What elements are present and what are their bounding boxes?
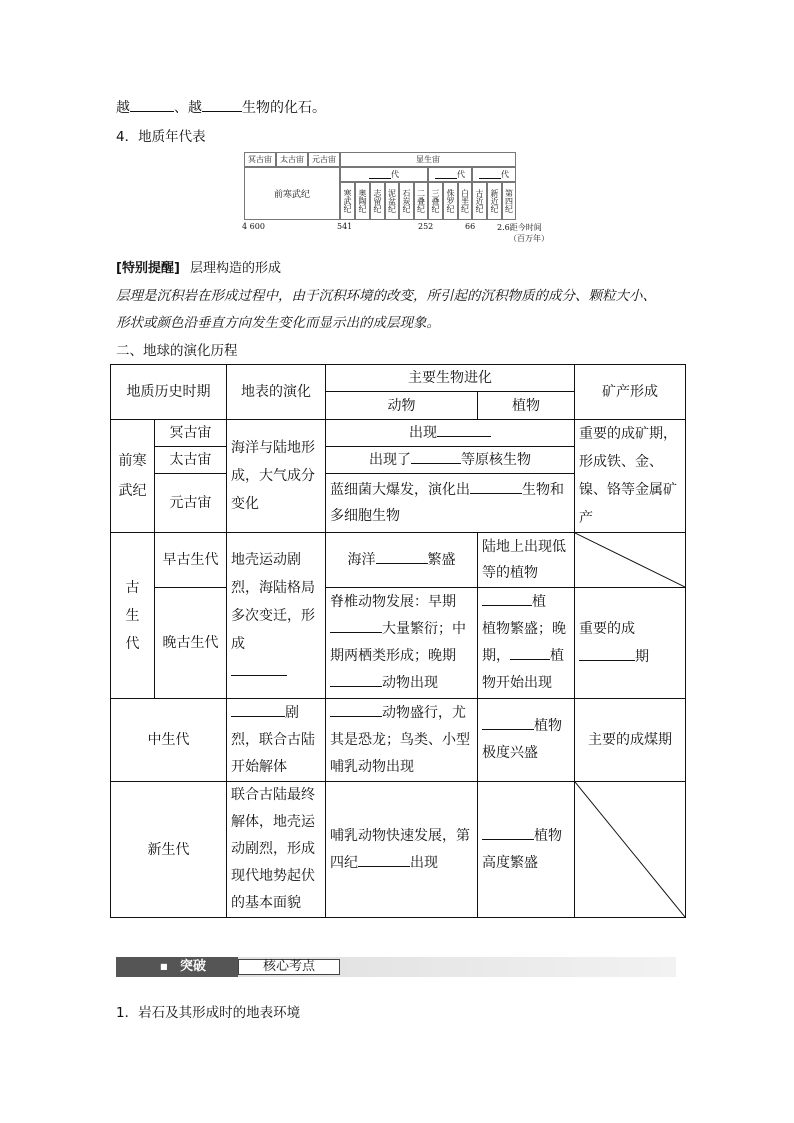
tip-tag: [特别提醒] bbox=[116, 261, 180, 276]
early-paleozoic: 早古生代 bbox=[155, 533, 227, 588]
tip-body-line: 形状或颜色沿垂直方向发生变化而显示出的成层现象。 bbox=[116, 315, 440, 331]
period-cell: 古近纪 bbox=[472, 182, 487, 220]
tick-label: 541 bbox=[337, 222, 353, 231]
text-fragment: 植物高度繁盛 bbox=[482, 827, 562, 871]
tip-body-line: 层理是沉积岩在形成过程中，由于沉积环境的改变，所引起的沉积物质的成分、颗粒大小、 bbox=[116, 288, 656, 304]
answer-blank[interactable] bbox=[510, 643, 550, 660]
text-fragment: 剧烈，联合古陆开始解体 bbox=[231, 704, 315, 775]
answer-blank[interactable] bbox=[435, 170, 457, 179]
text-fragment: 植物繁盛；晚期， bbox=[482, 621, 566, 664]
answer-blank[interactable] bbox=[482, 589, 532, 606]
text-fragment: 蓝细菌大爆发，演化出 bbox=[330, 482, 470, 499]
period-cell: 第四纪 bbox=[502, 182, 516, 220]
eon-proterozoic: 元古宙 bbox=[155, 474, 227, 533]
geologic-timescale bbox=[244, 152, 516, 220]
answer-blank[interactable] bbox=[482, 713, 534, 730]
answer-blank[interactable] bbox=[376, 547, 428, 564]
eon-archean: 太古宙 bbox=[276, 152, 308, 167]
text-fragment: 出现 bbox=[410, 854, 438, 871]
answer-blank[interactable] bbox=[579, 644, 635, 661]
answer-blank[interactable] bbox=[330, 616, 382, 633]
text-fragment: 动物盛行，尤其是恐龙；鸟类、小型哺乳动物出现 bbox=[330, 704, 470, 775]
precambrian-bio-1 bbox=[326, 420, 575, 447]
text-fragment: 、越 bbox=[174, 100, 202, 116]
text-fragment: 植物极度兴盛 bbox=[482, 718, 562, 761]
text-fragment: 大量繁衍；中期两栖类形成；晚期 bbox=[330, 621, 466, 664]
square-icon: ■ bbox=[160, 962, 168, 971]
cenozoic-surface: 联合古陆最终解体，地壳运动剧烈，形成现代地势起伏的基本面貌 bbox=[227, 782, 326, 918]
precambrian-mineral: 重要的成矿期，形成铁、金、镍、铬等金属矿产 bbox=[575, 420, 686, 533]
earth-evolution-table bbox=[110, 364, 686, 918]
era-mesozoic-blank bbox=[428, 167, 472, 182]
fill-in-line bbox=[116, 97, 326, 117]
eon-proterozoic: 元古宙 bbox=[308, 152, 340, 167]
late-paleozoic-mineral bbox=[575, 588, 686, 699]
tip-title: 层理构造的形成 bbox=[190, 261, 282, 276]
header-bio: 主要生物进化 bbox=[326, 365, 575, 392]
period-cell: 白垩纪 bbox=[458, 182, 472, 220]
eon-archean: 太古宙 bbox=[155, 447, 227, 474]
answer-blank[interactable] bbox=[358, 850, 410, 867]
cenozoic-animal bbox=[326, 782, 478, 918]
late-paleozoic: 晚古生代 bbox=[155, 588, 227, 699]
answer-blank[interactable] bbox=[482, 823, 534, 840]
period-precambrian: 前寒武纪 bbox=[111, 420, 155, 533]
text-fragment: 繁盛 bbox=[427, 552, 456, 568]
eon-hadean: 冥古宙 bbox=[244, 152, 276, 167]
banner-label-left: 突破 bbox=[180, 959, 207, 974]
header-mineral: 矿产形成 bbox=[575, 365, 686, 420]
text-fragment: 出现了 bbox=[369, 452, 411, 469]
text-fragment: 哺乳动物快速发展，第四纪 bbox=[330, 827, 470, 871]
period-cell: 奥陶纪 bbox=[355, 182, 370, 220]
era-cenozoic: 新生代 bbox=[111, 782, 227, 918]
late-paleozoic-plant: 植 植物繁盛；晚期， 植物开始出现 bbox=[478, 588, 575, 699]
precambrian-surface: 海洋与陆地形成，大气成分变化 bbox=[227, 420, 326, 533]
section-banner bbox=[116, 957, 676, 977]
era-suffix: 代 bbox=[501, 170, 509, 179]
text-fragment: 期 bbox=[635, 649, 649, 665]
period-cell: 石炭纪 bbox=[399, 182, 414, 220]
precambrian-bio-2 bbox=[326, 447, 575, 474]
answer-blank[interactable] bbox=[130, 97, 174, 112]
mesozoic-mineral: 主要的成煤期 bbox=[575, 699, 686, 782]
precambrian-label: 前寒武纪 bbox=[244, 167, 340, 220]
era-suffix: 代 bbox=[457, 170, 465, 179]
banner-left bbox=[116, 957, 238, 977]
period-cell: 泥盆纪 bbox=[385, 182, 399, 220]
tick-value: 2.6 bbox=[497, 223, 510, 232]
early-paleozoic-plant: 陆地上出现低等的植物 bbox=[478, 533, 575, 588]
period-cell: 志留纪 bbox=[370, 182, 385, 220]
tick-label: 66 bbox=[465, 222, 476, 231]
answer-blank[interactable] bbox=[330, 670, 382, 687]
mesozoic-surface bbox=[227, 699, 326, 782]
era-paleozoic-blank bbox=[340, 167, 428, 182]
answer-blank[interactable] bbox=[231, 700, 285, 717]
tip-header bbox=[116, 257, 281, 276]
precambrian-bio-3 bbox=[326, 474, 575, 533]
period-cell: 侏罗纪 bbox=[443, 182, 458, 220]
text-fragment: 脊椎动物发展：早期 bbox=[330, 594, 456, 610]
late-paleozoic-animal bbox=[326, 588, 478, 699]
text-fragment: 重要的成 bbox=[579, 621, 635, 637]
answer-blank[interactable] bbox=[411, 447, 461, 464]
period-cell: 三叠纪 bbox=[428, 182, 443, 220]
era-paleozoic: 古生代 bbox=[111, 533, 155, 699]
answer-blank[interactable] bbox=[330, 700, 382, 717]
answer-blank[interactable] bbox=[369, 170, 391, 179]
axis-label: 距今时间 bbox=[509, 223, 542, 232]
text-fragment: 等原核生物 bbox=[461, 452, 531, 469]
header-animal: 动物 bbox=[326, 392, 478, 420]
era-mesozoic: 中生代 bbox=[111, 699, 227, 782]
early-paleozoic-animal bbox=[326, 533, 478, 588]
era-suffix: 代 bbox=[391, 170, 399, 179]
tick-label bbox=[497, 222, 542, 233]
text-fragment: 越 bbox=[116, 100, 130, 116]
text-fragment: 地壳运动剧烈，海陆格局多次变迁，形成 bbox=[231, 551, 315, 652]
period-cell: 寒武纪 bbox=[340, 182, 355, 220]
answer-blank[interactable] bbox=[231, 659, 287, 676]
axis-unit: （百万年） bbox=[509, 234, 549, 243]
mesozoic-animal bbox=[326, 699, 478, 782]
section-heading: 1．岩石及其形成时的地表环境 bbox=[116, 1005, 301, 1021]
cenozoic-plant bbox=[478, 782, 575, 918]
answer-blank[interactable] bbox=[202, 97, 242, 112]
period-cell: 新近纪 bbox=[487, 182, 502, 220]
eon-phanerozoic: 显生宙 bbox=[340, 152, 516, 167]
answer-blank[interactable] bbox=[470, 477, 522, 494]
text-fragment: 生物的化石。 bbox=[242, 100, 326, 116]
answer-blank[interactable] bbox=[437, 420, 491, 437]
text-fragment: 植物开始出现 bbox=[482, 648, 564, 691]
era-cenozoic-blank bbox=[472, 167, 516, 182]
empty-diagonal-cell bbox=[575, 782, 686, 918]
period-cell: 二叠纪 bbox=[414, 182, 428, 220]
tick-label: 4 600 bbox=[242, 222, 265, 231]
tick-label: 252 bbox=[418, 222, 434, 231]
header-period: 地质历史时期 bbox=[111, 365, 227, 420]
mesozoic-plant bbox=[478, 699, 575, 782]
section-heading: 二、地球的演化历程 bbox=[116, 343, 238, 359]
header-plant: 植物 bbox=[478, 392, 575, 420]
banner-label-right: 核心考点 bbox=[238, 959, 340, 975]
text-fragment: 出现 bbox=[409, 425, 437, 442]
header-surface: 地表的演化 bbox=[227, 365, 326, 420]
text-fragment: 海洋 bbox=[347, 552, 376, 568]
paleozoic-surface bbox=[227, 533, 326, 699]
section-heading: 4．地质年代表 bbox=[116, 129, 206, 145]
text-fragment: 生物和多细胞生物 bbox=[330, 482, 564, 525]
text-fragment: 动物出现 bbox=[382, 675, 438, 691]
answer-blank[interactable] bbox=[479, 170, 501, 179]
eon-hadean: 冥古宙 bbox=[155, 420, 227, 447]
empty-diagonal-cell bbox=[575, 533, 686, 588]
